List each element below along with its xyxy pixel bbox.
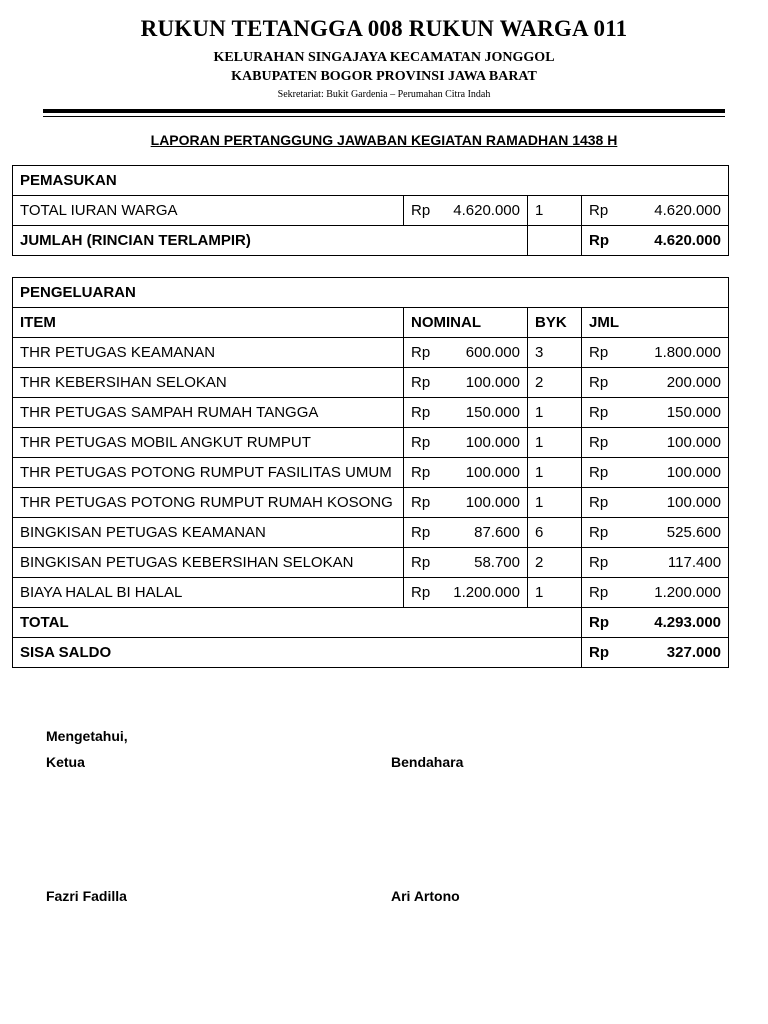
- treasurer-name: Ari Artono: [391, 888, 460, 904]
- expense-item: THR PETUGAS KEAMANAN: [13, 338, 404, 368]
- expense-row-total: 100.000: [666, 434, 722, 451]
- report-title: [0, 132, 768, 148]
- table-row: [13, 518, 729, 548]
- income-sum-empty: [528, 226, 582, 256]
- expense-row-total: 1.200.000: [654, 584, 722, 601]
- chair-role: Ketua: [46, 754, 85, 770]
- expense-total-cell: [582, 608, 729, 638]
- expense-qty: 1: [528, 488, 582, 518]
- acknowledged-label: Mengetahui,: [46, 728, 128, 744]
- table-row: [13, 578, 729, 608]
- income-sum-cell: [582, 226, 729, 256]
- currency-label: Rp: [589, 494, 609, 511]
- currency-label: Rp: [411, 554, 431, 571]
- expense-total-cell: [582, 548, 729, 578]
- expense-nominal-cell: [404, 578, 528, 608]
- expense-nominal: 58.700: [474, 554, 520, 571]
- expense-nominal-cell: [404, 398, 528, 428]
- expense-row-total: 150.000: [666, 404, 722, 421]
- organization-subtitle-regency: KABUPATEN BOGOR PROVINSI JAWA BARAT: [231, 69, 537, 84]
- expense-total-cell: [582, 428, 729, 458]
- expense-total-cell: [582, 398, 729, 428]
- expense-total-cell: [582, 368, 729, 398]
- expense-item: THR PETUGAS MOBIL ANGKUT RUMPUT: [13, 428, 404, 458]
- currency-label: Rp: [411, 584, 431, 601]
- currency-label: Rp: [589, 524, 609, 541]
- currency-label: Rp: [411, 344, 431, 361]
- income-total-cell: [582, 196, 729, 226]
- expense-row-total: 1.800.000: [654, 344, 722, 361]
- chair-name: Fazri Fadilla: [46, 888, 127, 904]
- expense-header-row: [13, 278, 729, 308]
- expense-nominal: 100.000: [465, 434, 520, 451]
- income-nominal: 4.620.000: [453, 202, 520, 219]
- expense-qty: 2: [528, 548, 582, 578]
- expense-nominal: 100.000: [465, 374, 520, 391]
- organization-subtitle-village: KELURAHAN SINGAJAYA KECAMATAN JONGGOL: [213, 50, 555, 65]
- expense-nominal: 600.000: [465, 344, 520, 361]
- expense-nominal: 100.000: [465, 494, 520, 511]
- column-header-total: JML: [582, 308, 729, 338]
- letterhead-rule-thick: [43, 109, 725, 113]
- balance-cell: [582, 638, 729, 668]
- currency-label: Rp: [411, 494, 431, 511]
- expense-total-row: [13, 608, 729, 638]
- expense-rows: [13, 338, 729, 608]
- income-sum-value: 4.620.000: [654, 232, 721, 249]
- table-row: [13, 548, 729, 578]
- expense-total-cell: [582, 488, 729, 518]
- expense-nominal-cell: [404, 518, 528, 548]
- currency-label: Rp: [589, 344, 609, 361]
- currency-label: Rp: [589, 554, 609, 571]
- currency-label: Rp: [589, 232, 609, 249]
- expense-total-value: 4.293.000: [654, 614, 722, 631]
- currency-label: Rp: [411, 404, 431, 421]
- expense-column-header-row: [13, 308, 729, 338]
- expense-total-cell: [582, 578, 729, 608]
- table-row: [13, 458, 729, 488]
- expense-total-cell: [582, 338, 729, 368]
- expense-nominal-cell: [404, 428, 528, 458]
- treasurer-role: Bendahara: [391, 754, 464, 770]
- table-row: [13, 428, 729, 458]
- currency-label: Rp: [589, 404, 609, 421]
- table-row: [13, 368, 729, 398]
- expense-total-cell: [582, 458, 729, 488]
- expense-item: BIAYA HALAL BI HALAL: [13, 578, 404, 608]
- expense-item: THR PETUGAS POTONG RUMPUT RUMAH KOSONG: [13, 488, 404, 518]
- currency-label: Rp: [589, 464, 609, 481]
- column-header-item: ITEM: [13, 308, 404, 338]
- letterhead-rule-thin: [43, 116, 725, 117]
- expense-row-total: 100.000: [666, 464, 722, 481]
- currency-label: Rp: [411, 202, 431, 219]
- income-sum-label: JUMLAH (RINCIAN TERLAMPIR): [13, 226, 528, 256]
- expense-row-total: 100.000: [666, 494, 722, 511]
- expense-qty: 6: [528, 518, 582, 548]
- expense-nominal: 100.000: [465, 464, 520, 481]
- table-row: [13, 196, 729, 226]
- currency-label: Rp: [411, 464, 431, 481]
- expense-nominal-cell: [404, 458, 528, 488]
- currency-label: Rp: [589, 644, 609, 661]
- income-header: PEMASUKAN: [13, 166, 729, 196]
- expense-row-total: 200.000: [666, 374, 722, 391]
- expense-table: [12, 277, 729, 668]
- currency-label: Rp: [411, 374, 431, 391]
- income-sum-row: [13, 226, 729, 256]
- expense-qty: 1: [528, 578, 582, 608]
- income-nominal-cell: [404, 196, 528, 226]
- income-table: [12, 165, 729, 256]
- expense-qty: 1: [528, 398, 582, 428]
- expense-nominal: 1.200.000: [453, 584, 520, 601]
- secretariat-address: Sekretariat: Bukit Gardenia – Perumahan Citra Indah: [277, 89, 491, 100]
- expense-item: THR PETUGAS SAMPAH RUMAH TANGGA: [13, 398, 404, 428]
- expense-nominal-cell: [404, 338, 528, 368]
- balance-label: SISA SALDO: [13, 638, 582, 668]
- column-header-nominal: NOMINAL: [404, 308, 528, 338]
- expense-header: PENGELUARAN: [13, 278, 729, 308]
- expense-qty: 2: [528, 368, 582, 398]
- report-title-text: LAPORAN PERTANGGUNG JAWABAN KEGIATAN RAMADHAN 1438 H: [150, 132, 618, 148]
- income-item: TOTAL IURAN WARGA: [13, 196, 404, 226]
- expense-total-label: TOTAL: [13, 608, 582, 638]
- expense-qty: 3: [528, 338, 582, 368]
- currency-label: Rp: [589, 374, 609, 391]
- expense-nominal-cell: [404, 548, 528, 578]
- expense-item: BINGKISAN PETUGAS KEAMANAN: [13, 518, 404, 548]
- currency-label: Rp: [411, 434, 431, 451]
- expense-nominal: 150.000: [465, 404, 520, 421]
- organization-title: RUKUN TETANGGA 008 RUKUN WARGA 011: [140, 16, 628, 41]
- table-row: [13, 338, 729, 368]
- currency-label: Rp: [589, 584, 609, 601]
- expense-row-total: 525.600: [666, 524, 722, 541]
- expense-row-total: 117.400: [667, 554, 722, 571]
- table-row: [13, 488, 729, 518]
- expense-total-cell: [582, 518, 729, 548]
- currency-label: Rp: [411, 524, 431, 541]
- column-header-qty: BYK: [528, 308, 582, 338]
- expense-item: THR PETUGAS POTONG RUMPUT FASILITAS UMUM: [13, 458, 404, 488]
- expense-qty: 1: [528, 428, 582, 458]
- expense-item: THR KEBERSIHAN SELOKAN: [13, 368, 404, 398]
- currency-label: Rp: [589, 614, 609, 631]
- balance-value: 327.000: [666, 644, 722, 661]
- expense-qty: 1: [528, 458, 582, 488]
- currency-label: Rp: [589, 202, 609, 219]
- income-qty: 1: [528, 196, 582, 226]
- expense-item: BINGKISAN PETUGAS KEBERSIHAN SELOKAN: [13, 548, 404, 578]
- expense-nominal: 87.600: [474, 524, 520, 541]
- currency-label: Rp: [589, 434, 609, 451]
- expense-nominal-cell: [404, 488, 528, 518]
- balance-row: [13, 638, 729, 668]
- income-total: 4.620.000: [654, 202, 721, 219]
- table-row: [13, 398, 729, 428]
- expense-nominal-cell: [404, 368, 528, 398]
- income-header-row: [13, 166, 729, 196]
